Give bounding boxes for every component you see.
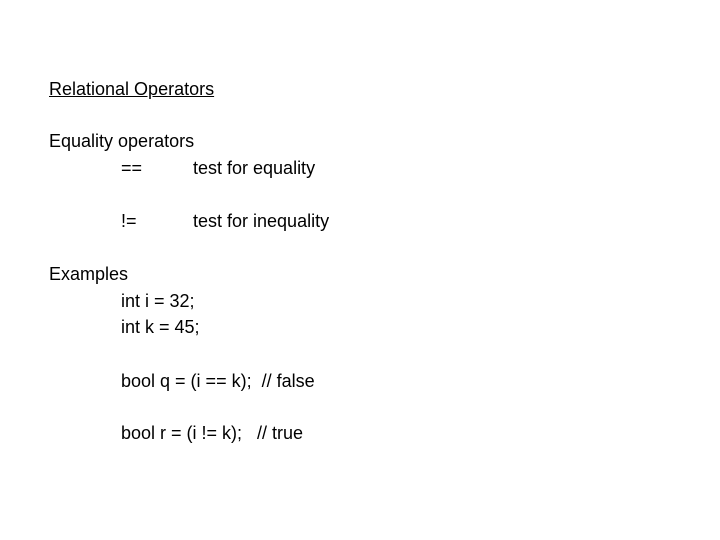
equality-operator-symbol: ==: [121, 158, 143, 178]
inequality-operator-description: test for inequality: [193, 211, 330, 231]
example-code-line: bool r = (i != k); // true: [121, 423, 304, 443]
examples-heading: Examples: [49, 264, 129, 284]
slide-title: Relational Operators: [49, 79, 215, 99]
example-code-line: int i = 32;: [121, 291, 195, 311]
equality-operator-description: test for equality: [193, 158, 316, 178]
inequality-operator-symbol: !=: [121, 211, 137, 231]
example-code-line: int k = 45;: [121, 317, 200, 337]
example-code-line: bool q = (i == k); // false: [121, 371, 315, 391]
equality-operators-heading: Equality operators: [49, 131, 195, 151]
